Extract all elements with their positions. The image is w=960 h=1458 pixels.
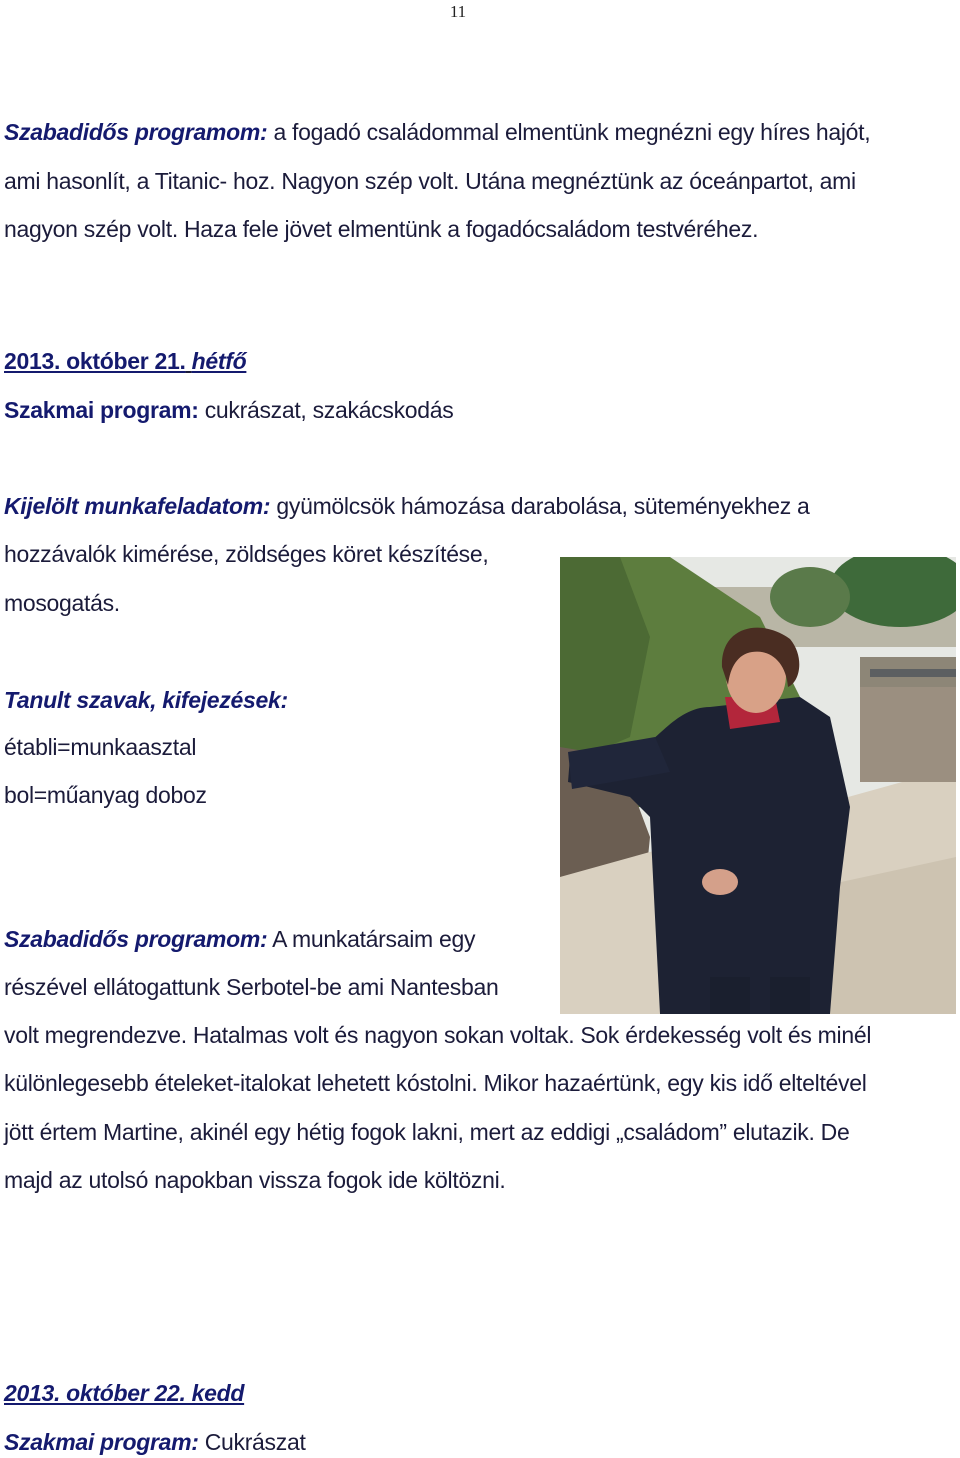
professional-program	[4, 396, 453, 424]
free-time-text: a fogadó családommal elmentünk megnézni egy híres hajót,	[267, 119, 871, 145]
day-weekday: hétfő	[191, 348, 247, 374]
day-heading	[4, 1379, 244, 1407]
day-date: 2013. október 22. kedd	[4, 1380, 245, 1406]
free-time-line: jött értem Martine, akinél egy hétig fogok lakni, mert az eddigi „családom” elutazik. De	[4, 1119, 850, 1145]
day-heading	[4, 347, 246, 375]
free-time-text: A munkatársaim egy	[267, 926, 476, 952]
learned-word: bol=műanyag doboz	[4, 782, 207, 808]
program-text: Cukrászat	[198, 1429, 306, 1455]
free-time-paragraph-line: nagyon szép volt. Haza fele jövet elmentünk a fogadócsaládom testvéréhez.	[4, 216, 759, 242]
free-time-paragraph-line	[4, 118, 870, 146]
page-number: 11	[449, 2, 467, 21]
assigned-task-line: hozzávalók kimérése, zöldséges köret készítése,	[4, 541, 489, 567]
day-date: 2013. október 21.	[4, 348, 186, 374]
task-text: gyümölcsök hámozása darabolása, süteményekhez a	[270, 493, 810, 519]
assigned-task-line	[4, 492, 809, 520]
professional-program	[4, 1428, 306, 1456]
program-label: Szakmai program:	[4, 397, 199, 423]
free-time-line: volt megrendezve. Hatalmas volt és nagyon sokan voltak. Sok érdekesség volt és minél	[4, 1022, 872, 1048]
beach-photo	[560, 557, 956, 1014]
program-label: Szakmai program:	[4, 1429, 199, 1455]
photo-illustration	[560, 557, 956, 1014]
program-text: cukrászat, szakácskodás	[198, 397, 454, 423]
learned-words-label: Tanult szavak, kifejezések:	[4, 687, 288, 713]
free-time-line: részével ellátogattunk Serbotel-be ami Nantesban	[4, 974, 499, 1000]
free-time-label: Szabadidős programom:	[4, 926, 268, 952]
free-time-line: majd az utolsó napokban vissza fogok ide költözni.	[4, 1167, 506, 1193]
free-time-paragraph-line: ami hasonlít, a Titanic- hoz. Nagyon szép volt. Utána megnéztünk az óceánpartot, ami	[4, 168, 856, 194]
free-time-line: különlegesebb ételeket-italokat lehetett kóstolni. Mikor hazaértünk, egy kis idő elteltével	[4, 1070, 867, 1096]
free-time-line	[4, 925, 475, 953]
assigned-task-line: mosogatás.	[4, 590, 120, 616]
task-label: Kijelölt munkafeladatom:	[4, 493, 271, 519]
free-time-label: Szabadidős programom:	[4, 119, 268, 145]
learned-word: établi=munkaasztal	[4, 734, 197, 760]
